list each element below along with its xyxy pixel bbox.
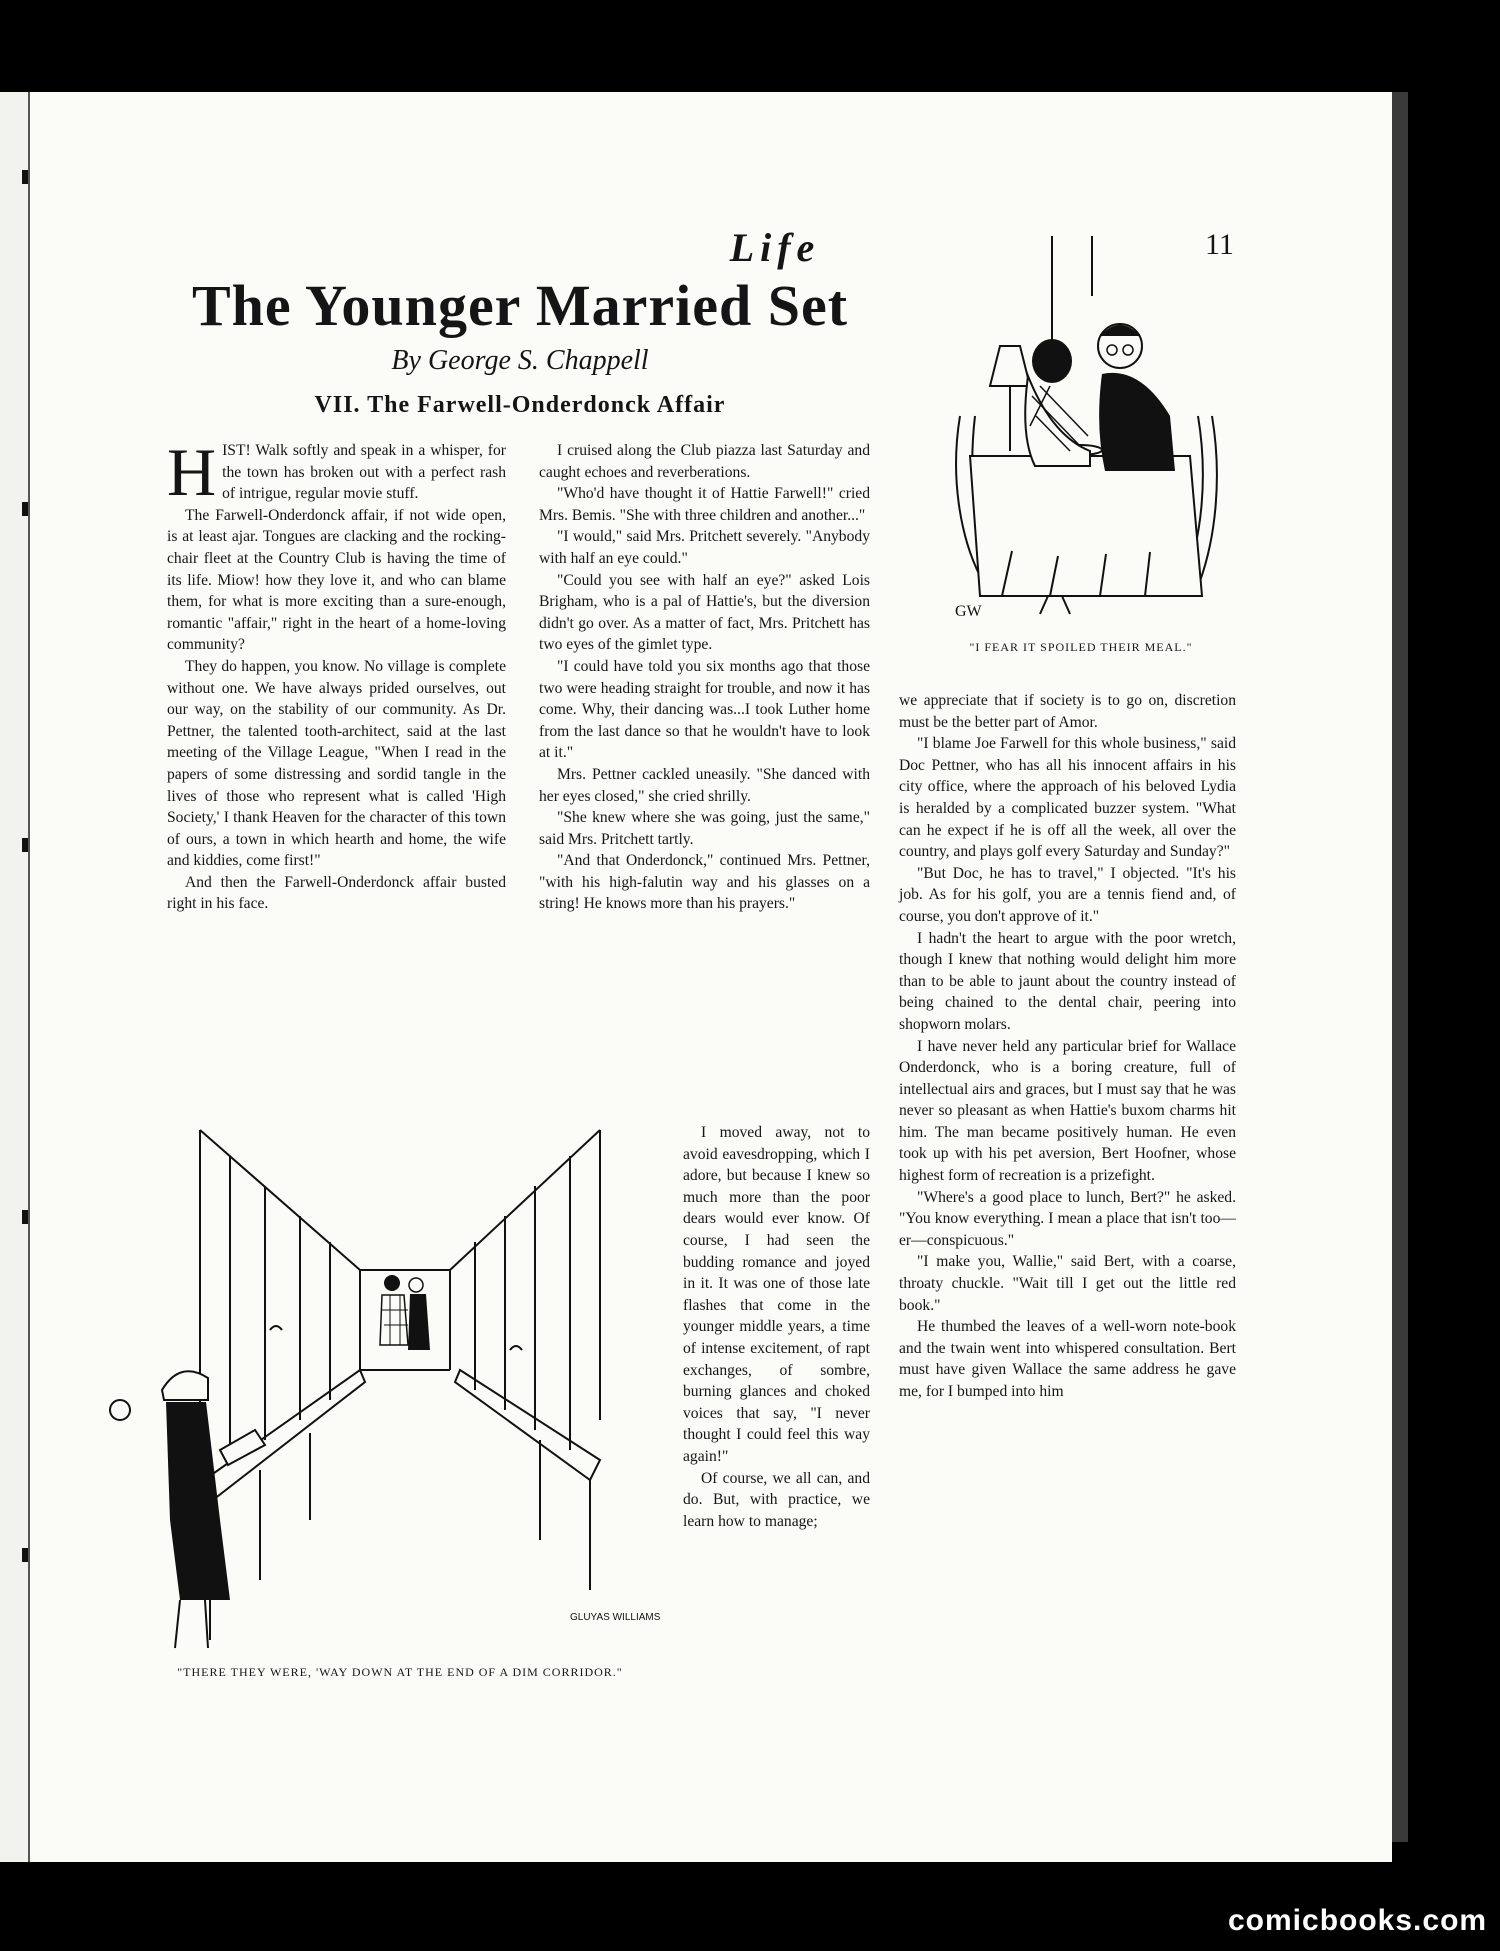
paragraph: I hadn't the heart to argue with the poor wretch, though I knew that nothing would delight him more than to be able to jaunt about the country instead of being chained to the dental chair, peering into shopworn molars.	[899, 929, 1236, 1033]
paragraph: "And that Onderdonck," continued Mrs. Pettner, "with his high-falutin way and his glasses on a string! He knows more than his prayers."	[539, 852, 870, 913]
paragraph: "She knew where she was going, just the same," said Mrs. Pritchett tartly.	[539, 809, 870, 848]
paragraph: I have never held any particular brief for Wallace Onderdonck, who is a boring creature, full of intellectual airs and graces, but I must say that he was never so pleasant as when Hattie's buxom charms hit him. The man became positively human. He even took up with his pet aversion, Bert Hoofner, whose highest form of recreation is a prizefight.	[899, 1037, 1236, 1185]
text-column-2	[539, 440, 870, 915]
binding-spine	[0, 92, 28, 1862]
article-byline: By George S. Chappell	[391, 345, 649, 376]
paragraph: "But Doc, he has to travel," I objected. "It's his job. As for his golf, you are a tennis fiend and, of course, you don't approve of it."	[899, 864, 1236, 925]
corridor-illustration	[160, 1120, 661, 1660]
paragraph: "Could you see with half an eye?" asked Lois Brigham, who is a pal of Hattie's, but the diversion didn't go over. As a matter of fact, Mrs. Pritchett has two eyes of the gimlet type.	[539, 571, 870, 654]
paragraph: "Where's a good place to lunch, Bert?" he asked. "You know everything. I mean a place that isn't too—er—conspicuous."	[899, 1188, 1236, 1249]
section-heading: VII. The Farwell-Onderdonck Affair	[314, 392, 726, 418]
paragraph: The Farwell-Onderdonck affair, if not wide open, is at least ajar. Tongues are clacking and the rocking-chair fleet at the Country Club is having the time of its life. Miow! how they love it, and who can blame them, for what is more exciting than a sure-enough, romantic "affair," right in the heart of a home-loving community?	[167, 506, 506, 654]
artist-signature: GLUYAS WILLIAMS	[570, 1612, 661, 1623]
paragraph: I cruised along the Club piazza last Saturday and caught echoes and reverberations.	[539, 442, 870, 481]
paragraph: And then the Farwell-Onderdonck affair busted right in his face.	[167, 873, 506, 913]
paragraph: "I make you, Wallie," said Bert, with a coarse, throaty chuckle. "Wait till I get out the little red book."	[899, 1253, 1236, 1314]
illustration-caption: "THERE THEY WERE, 'WAY DOWN AT THE END OF A DIM CORRIDOR."	[177, 1665, 623, 1679]
artist-signature: GW	[955, 603, 982, 620]
paragraph: He thumbed the leaves of a well-worn note-book and the twain went into whispered consultation. Bert must have given Wallace the same address he gave me, for I bumped into him	[899, 1318, 1236, 1400]
paragraph: "Who'd have thought it of Hattie Farwell!" cried Mrs. Bemis. "She with three children and another..."	[539, 485, 870, 524]
site-watermark: comicbooks.com	[1228, 1904, 1488, 1937]
paragraph: "I blame Joe Farwell for this whole business," said Doc Pettner, who has all his innocent affairs in his city office, where the approach of his beloved Lydia is heralded by a complicated buzzer system. "What can he expect if he is off all the week, all over the country, and plays golf every Saturday and Sunday?"	[899, 735, 1236, 861]
text-column-3	[899, 690, 1236, 1403]
text-column-2-narrow	[683, 1122, 870, 1532]
text-column-1	[167, 434, 506, 915]
paragraph: HIST! Walk softly and speak in a whisper, for the town has broken out with a perfect rash of intrigue, regular movie stuff.	[167, 434, 506, 510]
magazine-title: Life	[729, 225, 821, 270]
paragraph: we appreciate that if society is to go on, discretion must be the better part of Amor.	[899, 692, 1236, 731]
page-edge	[1390, 92, 1408, 1842]
paragraph: "I could have told you six months ago that those two were heading straight for trouble, and now it has come. Why, their dancing was...I took Luther home from the last dance so that he wouldn't have to look at it."	[539, 657, 870, 762]
paragraph: "I would," said Mrs. Pritchett severely. "Anybody with half an eye could."	[539, 528, 870, 567]
paragraph: I moved away, not to avoid eavesdropping, which I adore, but because I knew so much more than the poor dears would ever know. Of course, I had seen the budding romance and joyed in it. It was one of those late flashes that come in the younger middle years, a time of intense excitement, of rapt exchanges, of sombre, burning glances and choked voices that say, "I never thought I could feel this way again!"	[683, 1124, 870, 1465]
illustration-caption: "I FEAR IT SPOILED THEIR MEAL."	[969, 640, 1193, 654]
dinner-table-illustration	[940, 236, 1240, 636]
drop-cap: H	[167, 434, 217, 510]
page-number: 11	[1205, 228, 1234, 261]
paragraph: Mrs. Pettner cackled uneasily. "She danced with her eyes closed," she cried shrilly.	[539, 765, 870, 805]
paragraph: Of course, we all can, and do. But, with practice, we learn how to manage;	[683, 1469, 870, 1530]
article-title: The Younger Married Set	[191, 273, 849, 338]
paragraph: They do happen, you know. No village is complete without one. We have always prided ourselves, out our way, on the stability of our community. As Dr. Pettner, the talented tooth-architect, said at the last meeting of the Village League, "When I read in the papers of some distressing and sordid tangle in the lives of those who represent what is called 'High Society,' I thank Heaven for the character of this town of ours, a town in which hearth and home, the wife and kiddies, come first!"	[167, 657, 506, 870]
